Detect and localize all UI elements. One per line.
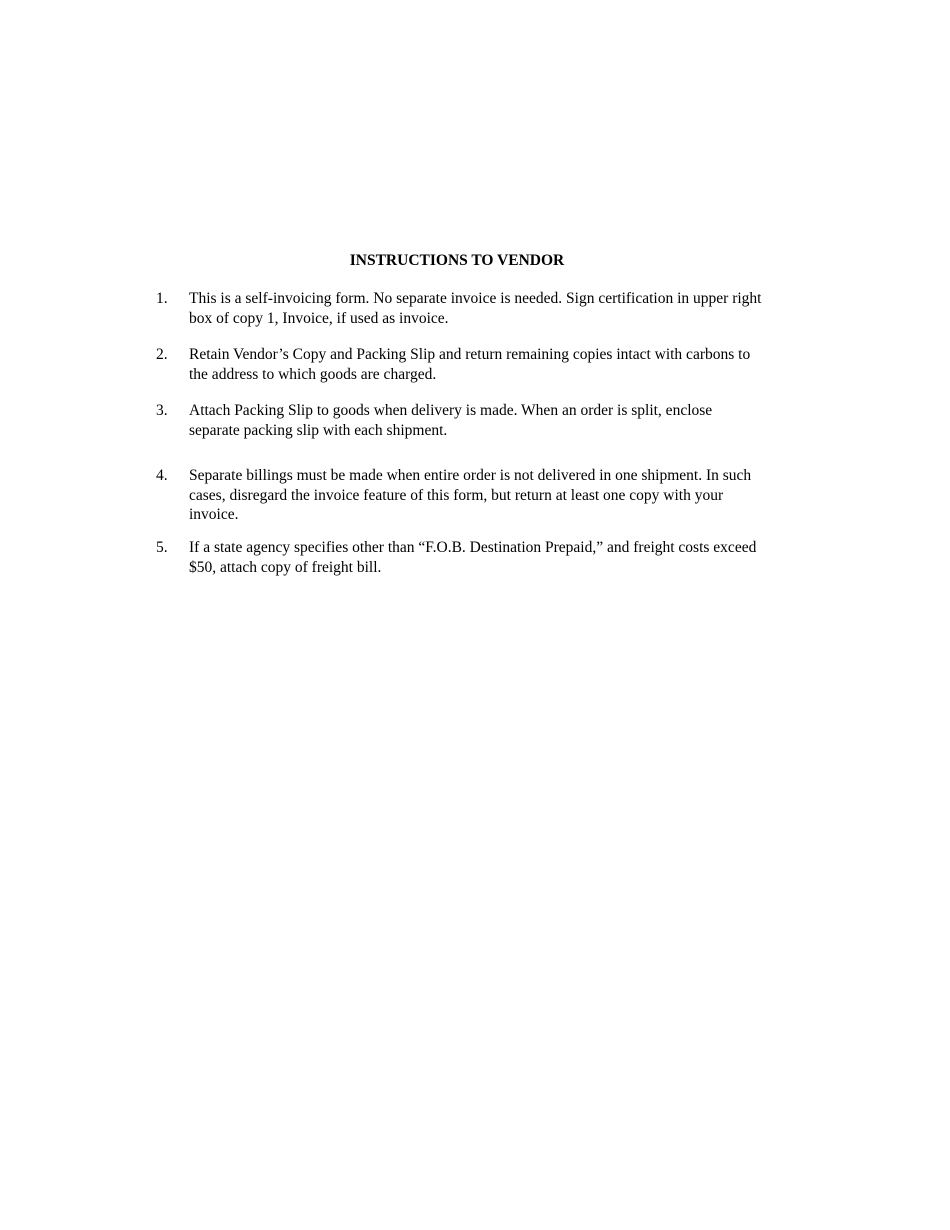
item-number: 5. [156,539,168,556]
item-number: 2. [156,346,168,363]
item-number: 1. [156,290,168,307]
item-number: 3. [156,402,168,419]
page-title: INSTRUCTIONS TO VENDOR [349,252,565,269]
item-text: Attach Packing Slip to goods when delivery is made. When an order is split, enclose separate packing slip with each shipment. [189,402,713,439]
item-text: Separate billings must be made when entire order is not delivered in one shipment. In such cases, disregard the invoice feature of this form, but return at least one copy with your invoice. [189,467,752,523]
list-item [156,538,766,577]
list-item [156,401,766,440]
list-item [156,466,766,525]
item-number: 4. [156,467,168,484]
list-item [156,345,766,384]
item-text: Retain Vendor’s Copy and Packing Slip and return remaining copies intact with carbons to the address to which goods are charged. [189,346,751,383]
item-text: If a state agency specifies other than “F.O.B. Destination Prepaid,” and freight costs exceed $50, attach copy of freight bill. [189,539,757,576]
item-text: This is a self-invoicing form. No separate invoice is needed. Sign certification in upper right box of copy 1, Invoice, if used as invoice. [189,290,762,327]
list-item [156,289,766,328]
